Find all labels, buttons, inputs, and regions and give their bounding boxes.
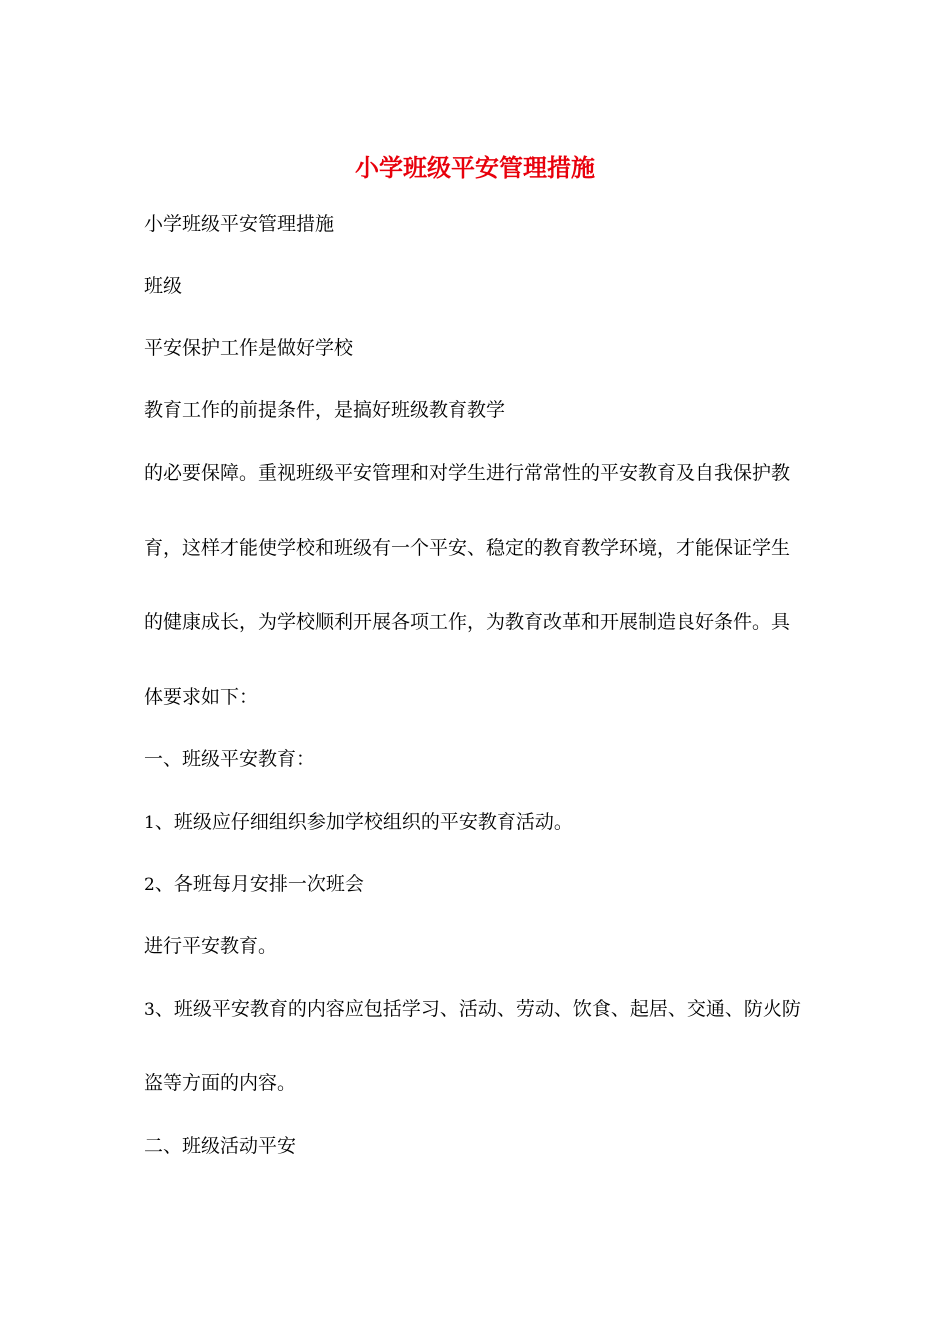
paragraph-line: 平安保护工作是做好学校 (144, 337, 354, 359)
item-number: 2 (144, 875, 155, 895)
paragraph-line: 的健康成长，为学校顺利开展各项工作，为教育改革和开展制造良好条件。具 (144, 611, 791, 633)
item-number: 1 (144, 813, 155, 833)
paragraph-line: 小学班级平安管理措施 (144, 213, 335, 235)
paragraph-line: 育，这样才能使学校和班级有一个平安、稳定的教育教学环境，才能保证学生 (144, 537, 791, 559)
paragraph-line: 体要求如下： (144, 686, 259, 708)
document-title: 小学班级平安管理措施 (355, 153, 595, 182)
numbered-item (144, 995, 824, 1024)
section-heading: 二、班级活动平安 (144, 1135, 297, 1157)
paragraph-line: 的必要保障。重视班级平安管理和对学生进行常常性的平安教育及自我保护教 (144, 462, 791, 484)
item-number: 3 (144, 1000, 155, 1020)
numbered-item (144, 870, 824, 899)
paragraph-line: 教育工作的前提条件，是搞好班级教育教学 (144, 399, 506, 421)
paragraph-line: 盗等方面的内容。 (144, 1072, 297, 1094)
paragraph-line: 班级 (144, 275, 183, 297)
numbered-item (144, 808, 824, 837)
section-heading: 一、班级平安教育： (144, 748, 316, 770)
item-text: 、各班每月安排一次班会 (154, 873, 364, 895)
paragraph-line: 进行平安教育。 (144, 935, 278, 957)
item-text: 、班级平安教育的内容应包括学习、活动、劳动、饮食、起居、交通、防火防 (154, 998, 801, 1020)
item-text: 、班级应仔细组织参加学校组织的平安教育活动。 (154, 811, 573, 833)
